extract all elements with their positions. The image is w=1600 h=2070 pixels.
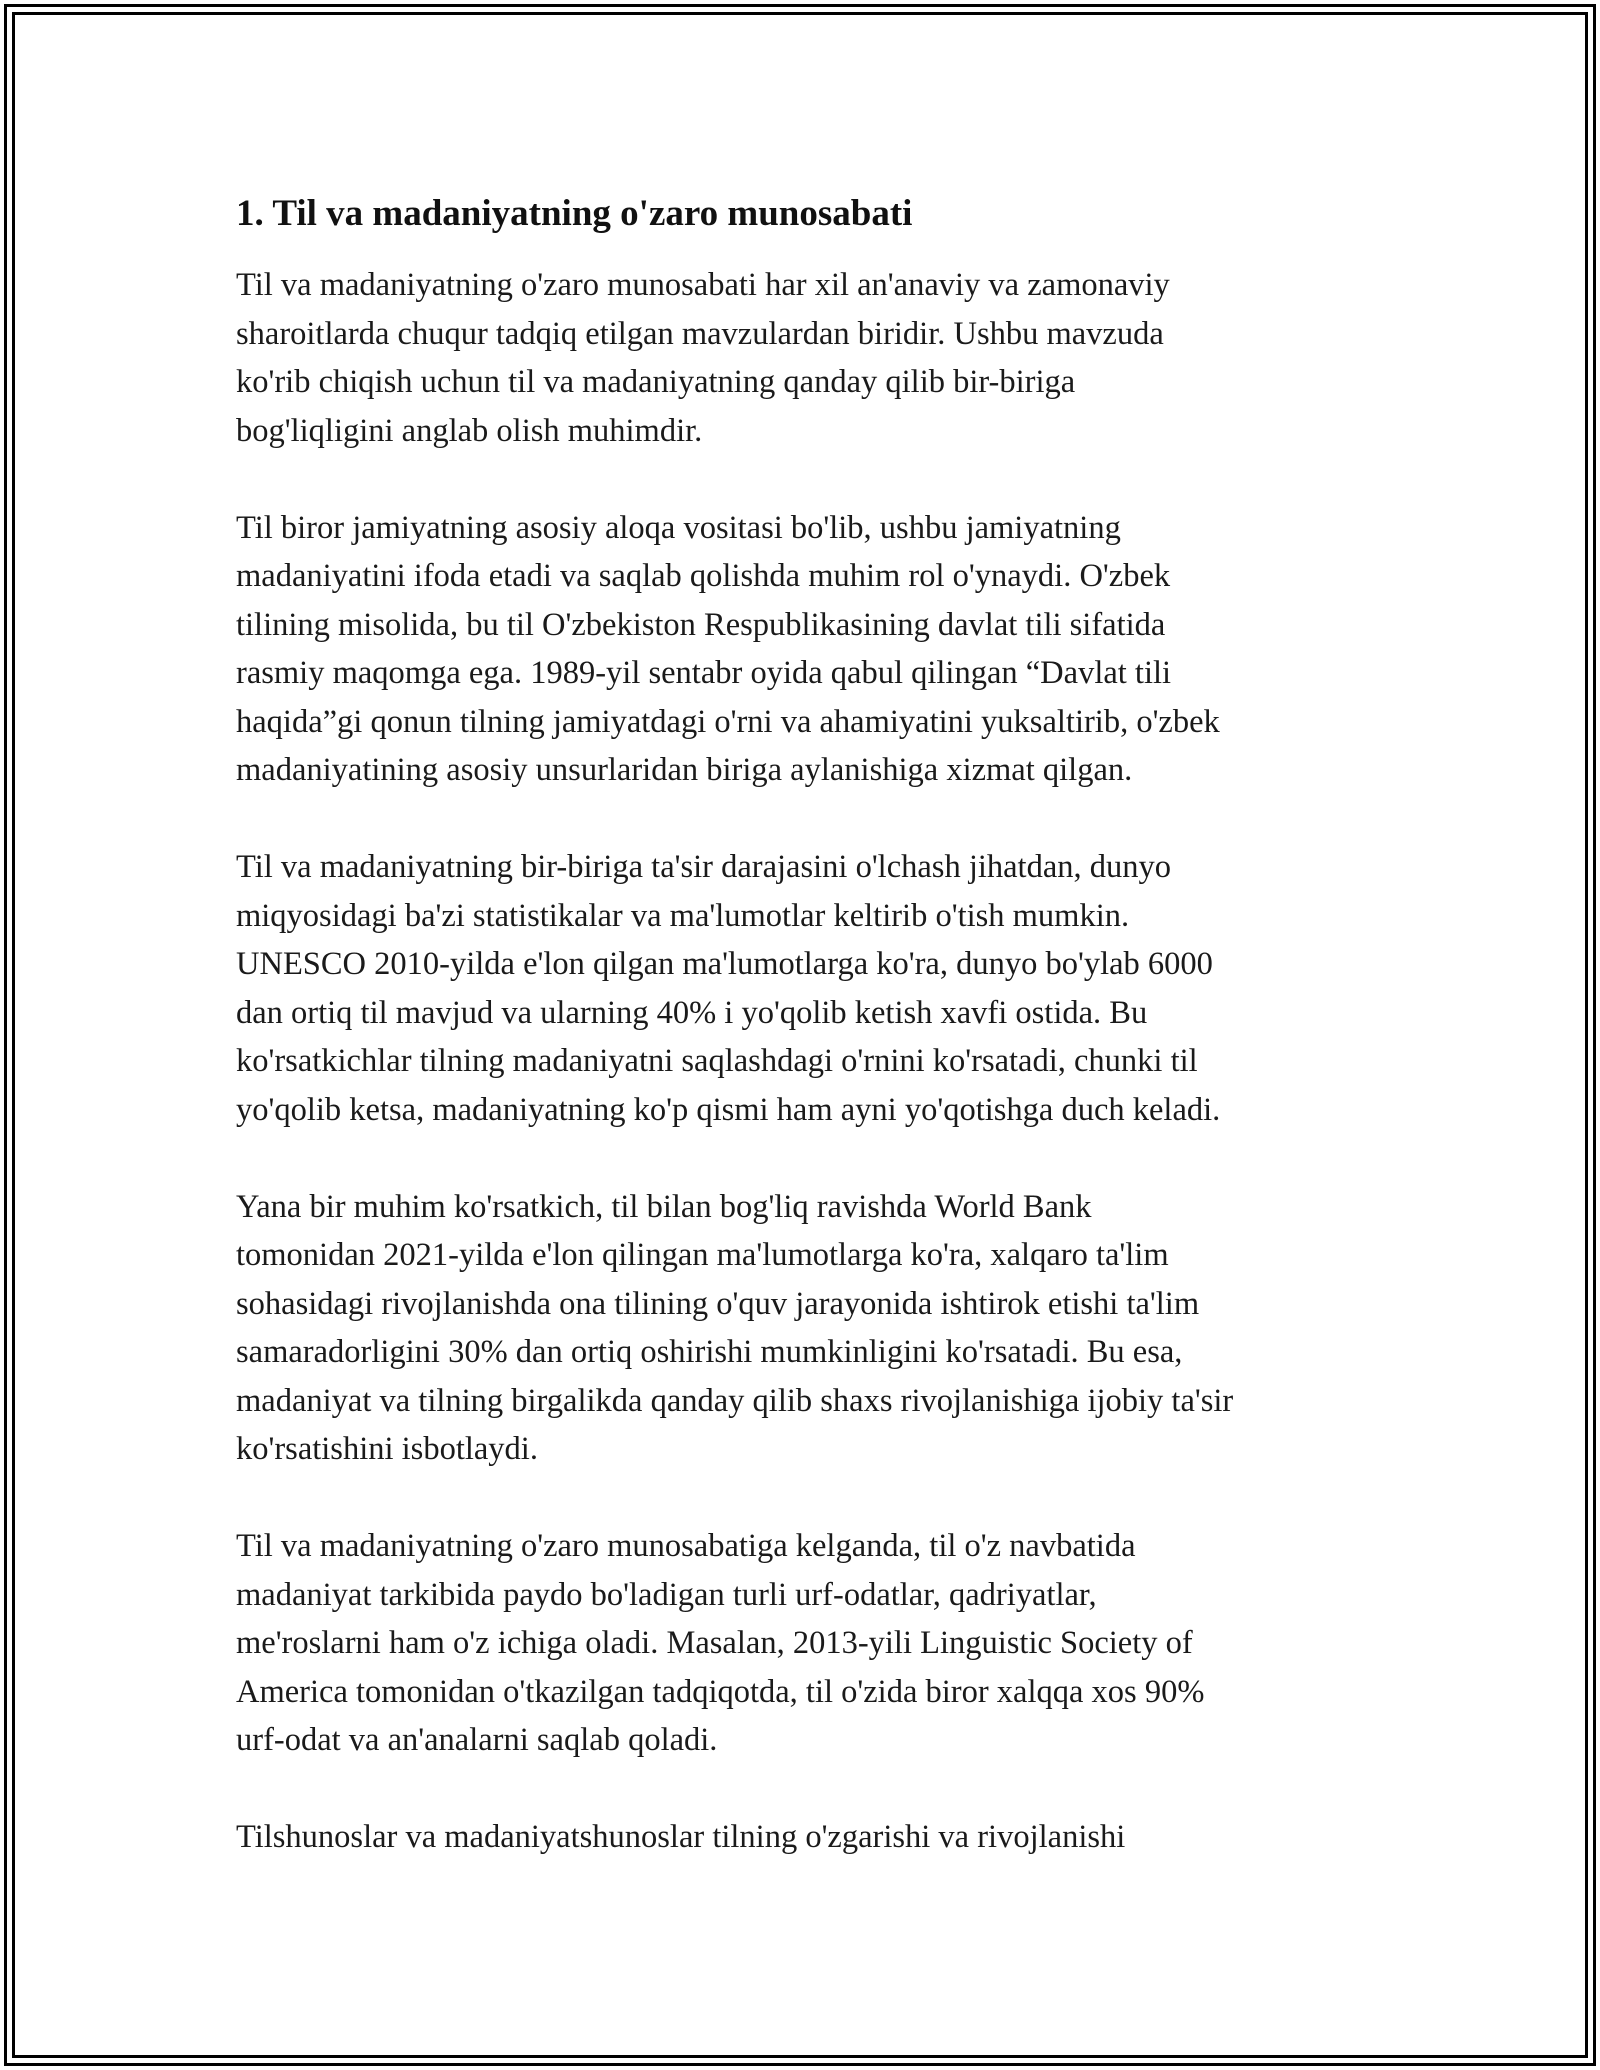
paragraph-3: Til va madaniyatning bir-biriga ta'sir darajasini o'lchash jihatdan, dunyo miqyosidagi ba'zi statistikalar va ma'lumotlar keltirib o'tish mumkin. UNESCO 2010-yilda e'lon qilgan ma'lumotlarga ko'ra, dunyo bo'ylab 6000 dan ortiq til mavjud va ularning 40% i yo'qolib ketish xavfi ostida. Bu ko'rsatkichlar tilning madaniyatni saqlashdagi o'rnini ko'rsatadi, chunki til yo'qolib ketsa, madaniyatning ko'p qismi ham ayni yo'qotishga duch keladi.: [236, 849, 1221, 1128]
paragraph-4: Yana bir muhim ko'rsatkich, til bilan bog'liq ravishda World Bank tomonidan 2021-yilda e'lon qilingan ma'lumotlarga ko'ra, xalqaro ta'lim sohasidagi rivojlanishda ona tilining o'quv jarayonida ishtirok etishi ta'lim samaradorligini 30% dan ortiq oshirishi mumkinligini ko'rsatadi. Bu esa, madaniyat va tilning birgalikda qanday qilib shaxs rivojlanishiga ijobiy ta'sir ko'rsatishini isbotlaydi.: [236, 1188, 1234, 1467]
section-heading: 1. Til va madaniyatning o'zaro munosabati: [236, 193, 913, 234]
paragraph-6: Tilshunoslar va madaniyatshunoslar tilning o'zgarishi va rivojlanishi: [236, 1819, 1126, 1855]
document-body: [236, 186, 1366, 1862]
paragraph-1: Til va madaniyatning o'zaro munosabati har xil an'anaviy va zamonaviy sharoitlarda chuqur tadqiq etilgan mavzulardan biridir. Ushbu mavzuda ko'rib chiqish uchun til va madaniyatning qanday qilib bir-biriga bog'liqligini anglab olish muhimdir.: [236, 267, 1170, 449]
paragraph-5: Til va madaniyatning o'zaro munosabatiga kelganda, til o'z navbatida madaniyat tarkibida paydo bo'ladigan turli urf-odatlar, qadriyatlar, me'roslarni ham o'z ichiga oladi. Masalan, 2013-yili Linguistic Society of America tomonidan o'tkazilgan tadqiqotda, til o'zida biror xalqqa xos 90% urf-odat va an'analarni saqlab qoladi.: [236, 1528, 1205, 1758]
paragraph-2: Til biror jamiyatning asosiy aloqa vositasi bo'lib, ushbu jamiyatning madaniyatini ifoda etadi va saqlab qolishda muhim rol o'ynaydi. O'zbek tilining misolida, bu til O'zbekiston Respublikasining davlat tili sifatida rasmiy maqomga ega. 1989-yil sentabr oyida qabul qilingan “Davlat tili haqida”gi qonun tilning jamiyatdagi o'rni va ahamiyatini yuksaltirib, o'zbek madaniyatining asosiy unsurlaridan biriga aylanishiga xizmat qilgan.: [236, 509, 1220, 788]
